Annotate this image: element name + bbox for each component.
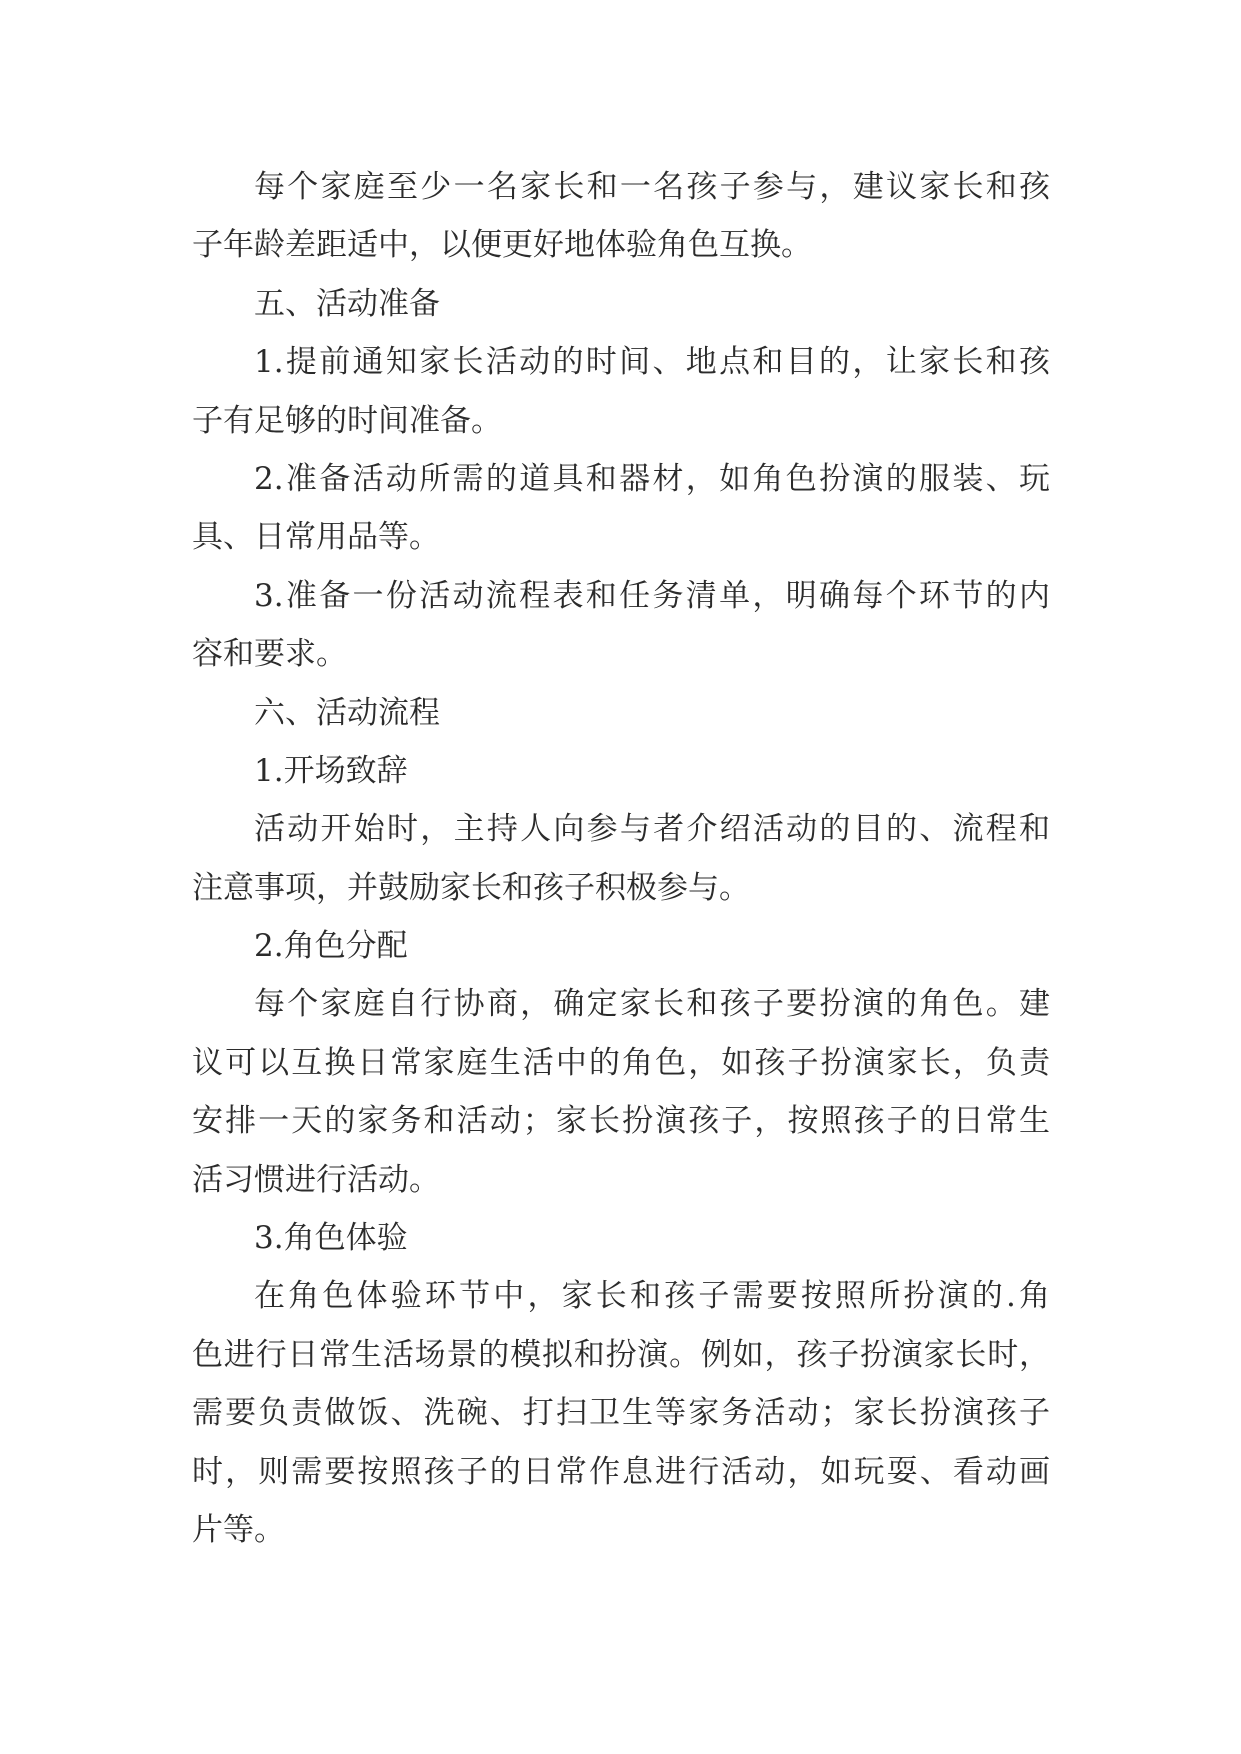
paragraph-line: 2.准备活动所需的道具和器材，如角色扮演的服装、玩 [254, 460, 1050, 497]
paragraph-line: 容和要求。 [192, 636, 347, 673]
paragraph-line: 活动开始时，主持人向参与者介绍活动的目的、流程和 [254, 811, 1050, 848]
paragraph-line: 每个家庭至少一名家长和一名孩子参与，建议家长和孩 [254, 169, 1050, 205]
paragraph-line: 安排一天的家务和活动；家长扮演孩子，按照孩子的日常生 [192, 1103, 1050, 1140]
paragraph-line: 需要负责做饭、洗碗、打扫卫生等家务活动；家长扮演孩子 [192, 1395, 1050, 1432]
paragraph-line: 注意事项，并鼓励家长和孩子积极参与。 [192, 869, 750, 906]
paragraph-line: 在角色体验环节中，家长和孩子需要按照所扮演的.角 [254, 1278, 1050, 1315]
paragraph-line: 片等。 [192, 1511, 285, 1548]
paragraph-line: 时，则需要按照孩子的日常作息进行活动，如玩耍、看动画 [192, 1453, 1050, 1490]
paragraph-line: 具、日常用品等。 [192, 519, 440, 556]
section-heading: 五、活动准备 [254, 285, 440, 322]
paragraph-line: 子年龄差距适中，以便更好地体验角色互换。 [192, 227, 812, 264]
paragraph-line: 每个家庭自行协商，确定家长和孩子要扮演的角色。建 [254, 986, 1050, 1023]
section-heading: 六、活动流程 [254, 694, 440, 731]
paragraph-line: 3.准备一份活动流程表和任务清单，明确每个环节的内 [254, 577, 1050, 614]
paragraph-line: 议可以互换日常家庭生活中的角色，如孩子扮演家长，负责 [192, 1044, 1050, 1081]
paragraph-line: 1.提前通知家长活动的时间、地点和目的，让家长和孩 [254, 344, 1050, 381]
subsection-heading: 1.开场致辞 [254, 752, 408, 789]
subsection-heading: 3.角色体验 [254, 1220, 408, 1257]
subsection-heading: 2.角色分配 [254, 928, 408, 965]
paragraph-line: 子有足够的时间准备。 [192, 402, 502, 439]
paragraph-line: 色进行日常生活场景的模拟和扮演。例如，孩子扮演家长时， [192, 1336, 1050, 1373]
document-body [192, 158, 1050, 1559]
paragraph-line: 活习惯进行活动。 [192, 1161, 440, 1198]
